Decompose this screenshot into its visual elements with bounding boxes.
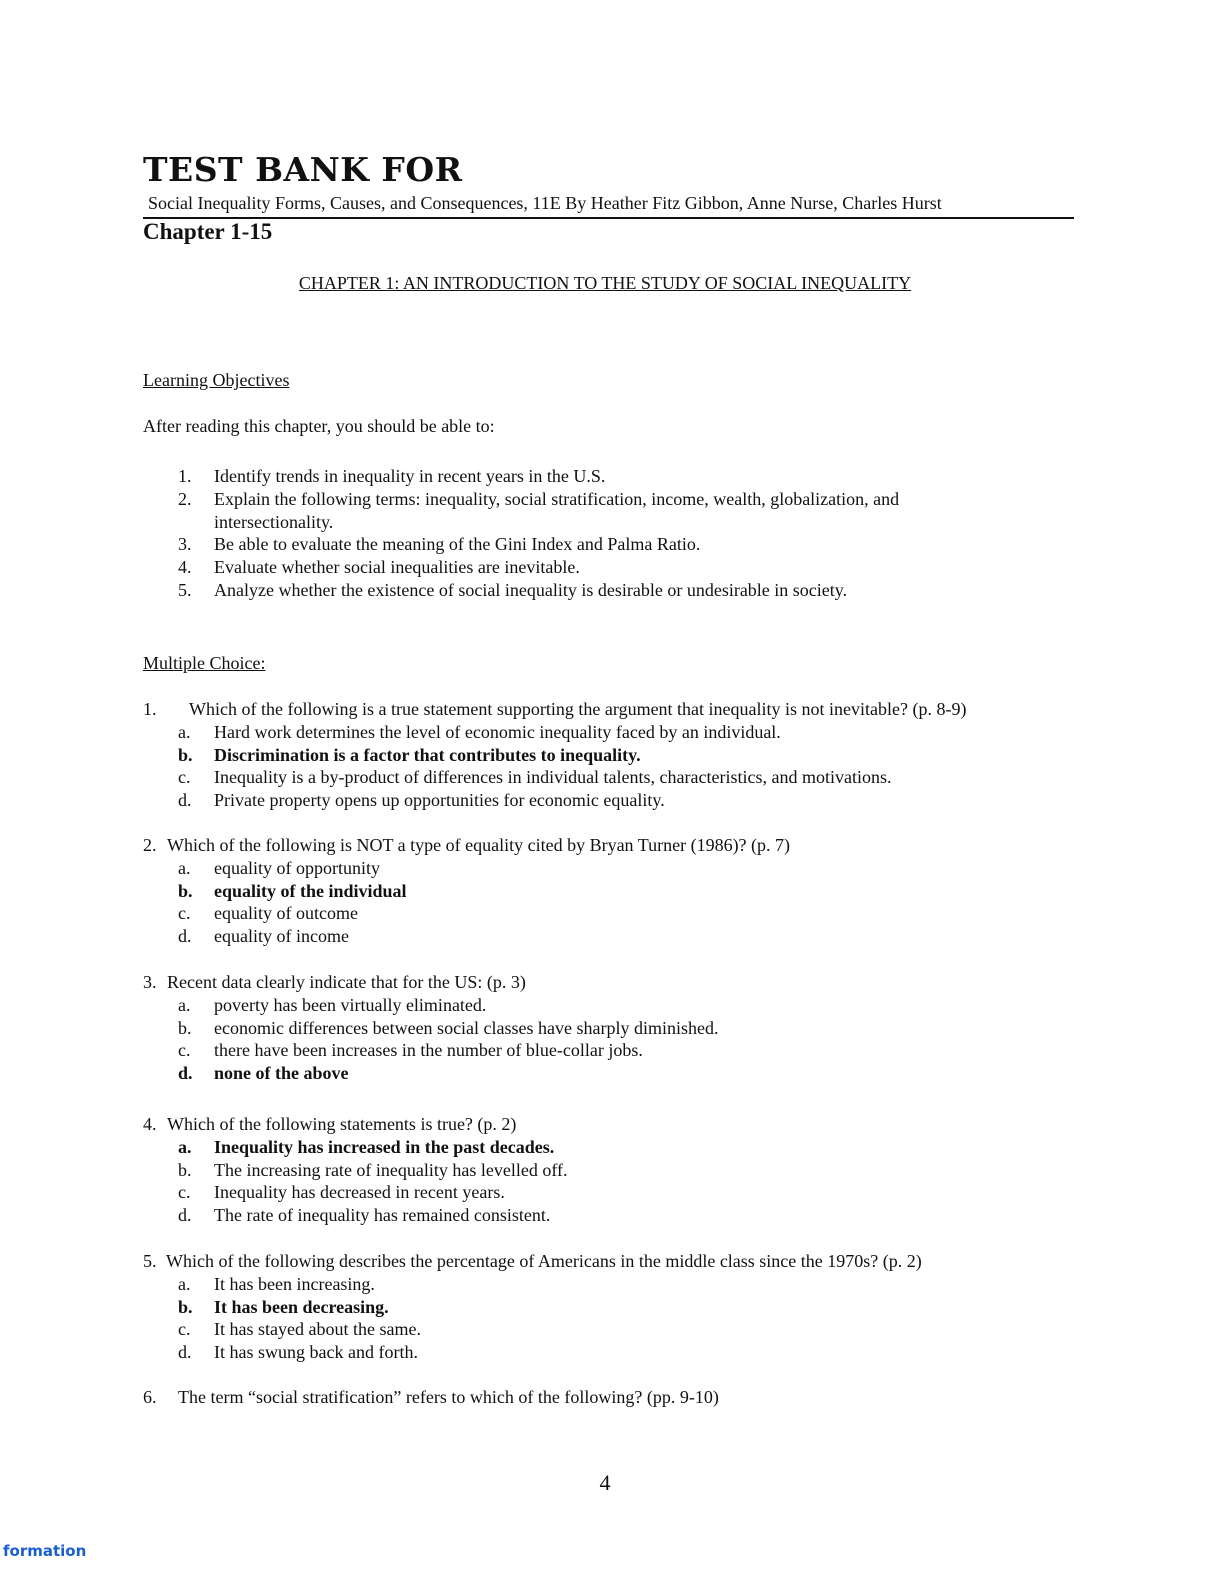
objective-item-text: intersectionality. [214, 511, 334, 532]
answer-option-text: It has been increasing. [214, 1273, 375, 1294]
question-text: Recent data clearly indicate that for the US: (p. 3) [167, 972, 526, 992]
answer-option-correct-number: a. [178, 1136, 192, 1157]
answer-option-correct-number: b. [178, 880, 193, 901]
answer-option-text: economic differences between social classes have sharply diminished. [214, 1017, 719, 1038]
answer-option-number: b. [178, 1017, 192, 1038]
question-number: 4. [143, 1114, 157, 1134]
answer-option-text: equality of outcome [214, 903, 358, 924]
learning-objectives-label: Learning Objectives [143, 370, 290, 390]
objective-item-number: 1. [178, 466, 192, 486]
question-text: Which of the following is a true statement supporting the argument that inequality is not inevitable? (p. 8-9) [189, 699, 967, 719]
question-number: 2. [143, 835, 157, 855]
question-number: 6. [143, 1387, 157, 1407]
objective-item-number: 4. [178, 557, 192, 578]
answer-option-text: there have been increases in the number of blue-collar jobs. [214, 1040, 643, 1061]
multiple-choice-label: Multiple Choice: [143, 653, 266, 673]
question-text: Which of the following statements is true? (p. 2) [167, 1114, 517, 1134]
answer-option-text: Private property opens up opportunities for economic equality. [214, 790, 665, 811]
page-number: 4 [599, 1470, 611, 1495]
answer-option-number: c. [178, 903, 191, 924]
answer-option-text: Inequality has decreased in recent years. [214, 1182, 505, 1203]
answer-option-text: poverty has been virtually eliminated. [214, 994, 487, 1015]
answer-option-correct-number: b. [178, 1296, 193, 1317]
answer-option-text: Inequality is a by-product of differences in individual talents, characteristics, and motivations. [214, 767, 892, 788]
answer-option-correct-number: b. [178, 744, 193, 765]
question-number: 3. [143, 972, 157, 992]
answer-option-text: Hard work determines the level of economic inequality faced by an individual. [214, 721, 781, 742]
answer-option-number: a. [178, 857, 191, 878]
objective-item-number: 5. [178, 580, 192, 600]
answer-option-number: b. [178, 1159, 192, 1180]
answer-option-number: c. [178, 1040, 191, 1061]
answer-option-correct-text: It has been decreasing. [214, 1296, 389, 1317]
answer-option-text: The increasing rate of inequality has levelled off. [214, 1159, 568, 1180]
chapter-range: Chapter 1-15 [143, 219, 273, 244]
answer-option-number: a. [178, 721, 191, 742]
document-subtitle: Social Inequality Forms, Causes, and Consequences, 11E By Heather Fitz Gibbon, Anne Nurse, Charles Hurst [148, 193, 942, 213]
question-text: The term “social stratification” refers to which of the following? (pp. 9-10) [178, 1387, 719, 1407]
objective-item-text: Be able to evaluate the meaning of the Gini Index and Palma Ratio. [214, 534, 701, 555]
objectives-intro: After reading this chapter, you should be able to: [143, 416, 495, 436]
corner-text: formation [3, 1542, 87, 1560]
objective-item-number: 3. [178, 534, 192, 555]
answer-option-correct-number: d. [178, 1063, 193, 1084]
answer-option-correct-text: Inequality has increased in the past decades. [214, 1136, 555, 1157]
answer-option-number: d. [178, 1205, 192, 1226]
answer-option-number: c. [178, 1182, 191, 1203]
question-text: Which of the following describes the percentage of Americans in the middle class since the 1970s? (p. 2) [166, 1251, 922, 1271]
answer-option-number: d. [178, 926, 192, 947]
objective-item-text: Analyze whether the existence of social inequality is desirable or undesirable in society. [214, 580, 848, 600]
answer-option-correct-text: equality of the individual [214, 880, 407, 901]
objective-item-text: Evaluate whether social inequalities are inevitable. [214, 557, 580, 578]
answer-option-text: equality of opportunity [214, 857, 380, 878]
question-number: 1. [143, 699, 157, 719]
answer-option-text: It has stayed about the same. [214, 1319, 421, 1340]
answer-option-number: d. [178, 1342, 192, 1363]
document-title: TEST BANK FOR [143, 150, 463, 189]
answer-option-number: a. [178, 1273, 191, 1294]
question-number: 5. [143, 1251, 157, 1271]
answer-option-number: d. [178, 790, 192, 811]
objective-item-text: Identify trends in inequality in recent years in the U.S. [214, 466, 606, 486]
header-rule [143, 217, 1074, 219]
objective-item-number: 2. [178, 488, 192, 509]
answer-option-text: It has swung back and forth. [214, 1342, 418, 1363]
answer-option-correct-text: none of the above [214, 1063, 349, 1084]
chapter-heading: CHAPTER 1: AN INTRODUCTION TO THE STUDY OF SOCIAL INEQUALITY [298, 273, 912, 293]
answer-option-text: The rate of inequality has remained consistent. [214, 1205, 551, 1226]
answer-option-number: c. [178, 1319, 191, 1340]
objective-item-text: Explain the following terms: inequality, social stratification, income, wealth, globalization, and [214, 488, 900, 509]
answer-option-number: a. [178, 994, 191, 1015]
question-text: Which of the following is NOT a type of equality cited by Bryan Turner (1986)? (p. 7) [167, 835, 791, 855]
answer-option-number: c. [178, 767, 191, 788]
answer-option-correct-text: Discrimination is a factor that contributes to inequality. [214, 744, 641, 765]
answer-option-text: equality of income [214, 926, 349, 947]
